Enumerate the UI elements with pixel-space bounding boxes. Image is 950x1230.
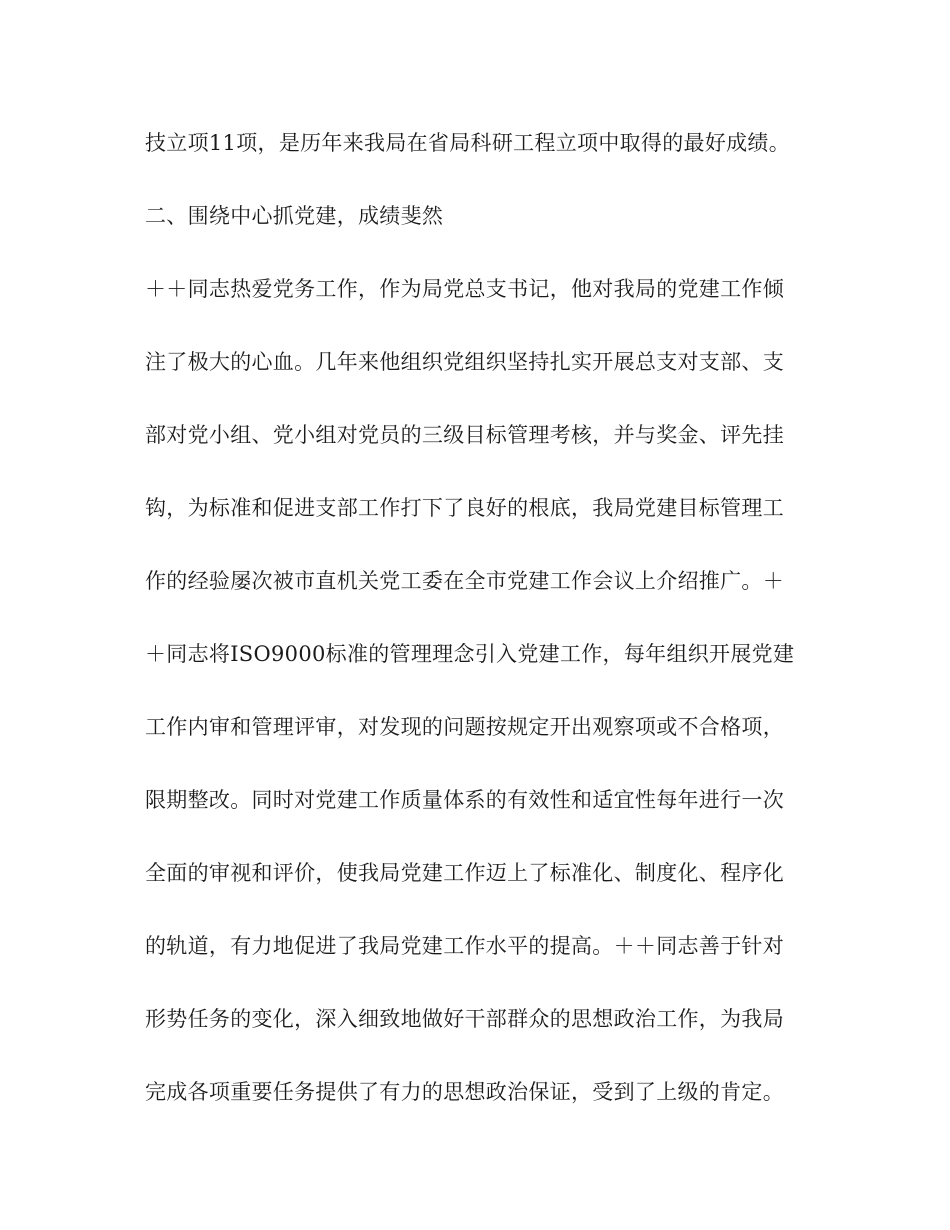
section-heading: 二、围绕中心抓党建，成绩斐然 <box>145 204 444 228</box>
text-line: 限期整改。同时对党建工作质量体系的有效性和适宜性每年进行一次 <box>145 788 784 812</box>
text-line: 注了极大的心血。几年来他组织党组织坚持扎实开展总支对支部、支 <box>145 350 784 374</box>
text-line: 形势任务的变化，深入细致地做好干部群众的思想政治工作，为我局 <box>145 1007 784 1031</box>
text-line: 全面的审视和评价，使我局党建工作迈上了标准化、制度化、程序化 <box>145 861 784 885</box>
text-line: 作的经验屡次被市直机关党工委在全市党建工作会议上介绍推广。＋ <box>145 569 784 593</box>
text-line: 工作内审和管理评审，对发现的问题按规定开出观察项或不合格项， <box>145 715 784 739</box>
text-line: 完成各项重要任务提供了有力的思想政治保证，受到了上级的肯定。 <box>145 1080 784 1104</box>
text-line: 的轨道，有力地促进了我局党建工作水平的提高。＋＋同志善于针对 <box>145 934 784 958</box>
text-line: 技立项11项，是历年来我局在省局科研工程立项中取得的最好成绩。 <box>145 131 791 155</box>
text-line: 钩，为标准和促进支部工作打下了良好的根底，我局党建目标管理工 <box>145 496 784 520</box>
text-line: ＋同志将ISO9000标准的管理理念引入党建工作，每年组织开展党建 <box>145 642 795 666</box>
text-line: 部对党小组、党小组对党员的三级目标管理考核，并与奖金、评先挂 <box>145 423 784 447</box>
text-line: ＋＋同志热爱党务工作，作为局党总支书记，他对我局的党建工作倾 <box>145 277 784 301</box>
